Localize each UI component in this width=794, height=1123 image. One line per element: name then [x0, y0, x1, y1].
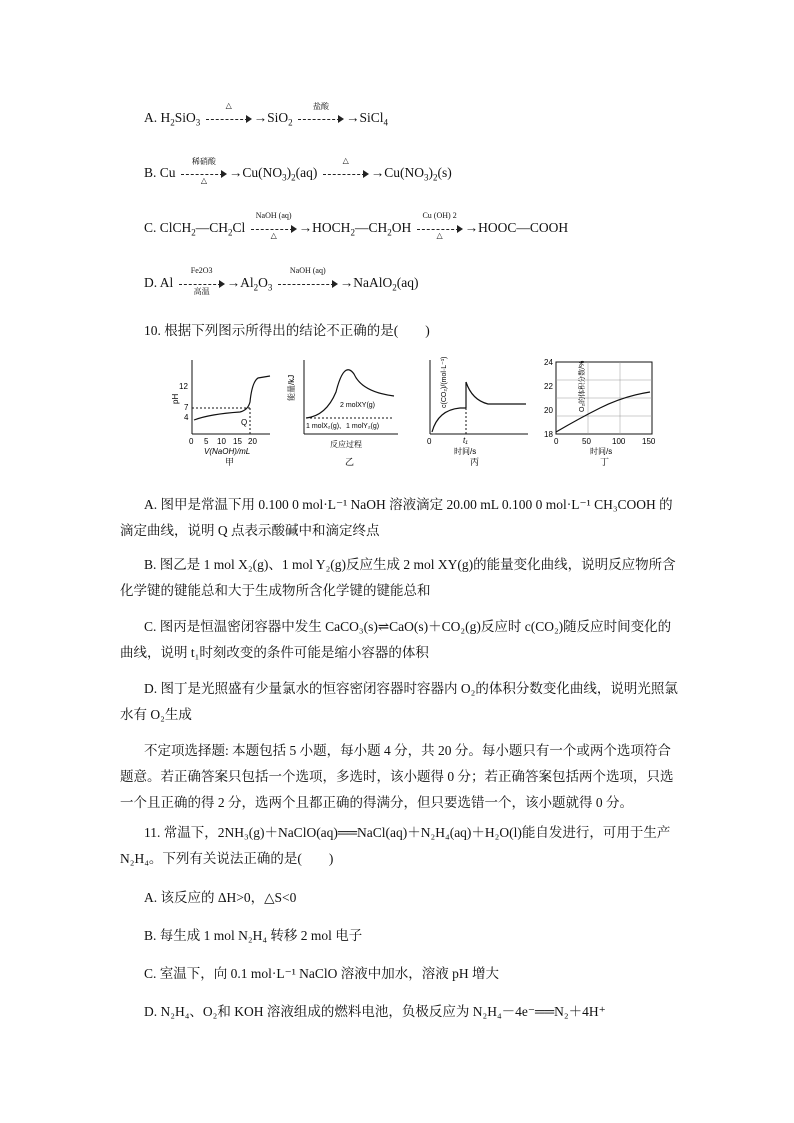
y-tick-label: 18	[544, 430, 553, 439]
x-tick-label: 100	[612, 437, 626, 446]
co2-curve-after	[466, 382, 526, 404]
titration-curve	[194, 376, 270, 420]
x-tick-label: 50	[582, 437, 591, 446]
chart-name: 乙	[345, 457, 355, 467]
y-tick-label: 24	[544, 358, 553, 367]
chart-jia	[171, 360, 270, 467]
y-tick-label: 4	[184, 413, 189, 422]
x-axis-label: 反应过程	[330, 440, 362, 449]
y-tick-label: 7	[184, 403, 189, 412]
question-10-stem: 10. 根据下列图示所得出的结论不正确的是( )	[144, 323, 430, 338]
x-tick-label: 150	[642, 437, 656, 446]
reaction-arrow: △	[206, 112, 252, 126]
co2-curve-before	[432, 408, 466, 432]
chart-ding	[544, 358, 656, 467]
q11-option-d: D. N₂H₄、O₂和 KOH 溶液组成的燃料电池，负极反应为 N₂H₄－4e⁻══N₂＋4H⁺	[144, 1004, 606, 1019]
y-axis-label: 能量/kJ	[287, 374, 296, 401]
x-tick-label: 20	[248, 437, 257, 446]
charts-svg	[170, 352, 670, 468]
y-axis-label: c(CO₂)/(mol·L⁻¹)	[441, 356, 448, 408]
option-b-9: B. Cu 稀硝酸 △ $\to Cu(NO_3)_2(aq)$ △ $\to Cu(NO_3)_2(s)$	[144, 155, 452, 185]
reaction-arrow: NaOH (aq)	[278, 277, 338, 291]
x-tick-label: 0	[189, 437, 194, 446]
chart-bing	[427, 356, 528, 467]
q10-option-c: C. 图丙是恒温密闭容器中发生 CaCO₃(s)⇌CaO(s)＋CO₂(g)反应时 c(CO₂)随反应时间变化的曲线，说明 t₁时刻改变的条件可能是缩小容器的体积	[120, 619, 672, 660]
reaction-arrow: NaOH (aq) △	[251, 222, 297, 236]
reaction-arrow: Fe2O3 高温	[179, 277, 225, 291]
x-axis-label: V(NaOH)/mL	[204, 447, 251, 456]
x-tick-label: 0	[427, 437, 432, 446]
option-c-9: C. $ClCH_2—CH_2Cl$ NaOH (aq) △ $\to HOCH_2—CH_2OH$ Cu (OH) 2 △ →HOOC—COOH	[144, 210, 569, 240]
x-tick-label: 0	[554, 437, 559, 446]
option-a-9: A. $H_2SiO_3$ △ →SiO$_2$ 盐酸 →SiCl$_4$	[144, 100, 389, 128]
q11-option-b: B. 每生成 1 mol N₂H₄ 转移 2 mol 电子	[144, 928, 363, 943]
y-tick-label: 20	[544, 406, 553, 415]
chart-name: 丁	[600, 457, 610, 467]
q10-option-b: B. 图乙是 1 mol X₂(g)、1 mol Y₂(g)反应生成 2 mol XY(g)的能量变化曲线，说明反应物所含化学键的键能总和大于生成物所含化学键的键能总和	[120, 557, 676, 598]
question-11-stem: 11. 常温下，2NH₃(g)＋NaClO(aq)══NaCl(aq)＋N₂H₄(aq)＋H₂O(l)能自发进行，可用于生产 N₂H₄。下列有关说法正确的是( )	[120, 825, 671, 866]
point-q: Q	[241, 418, 248, 427]
section-instructions: 不定项选择题: 本题包括 5 小题，每小题 4 分，共 20 分。每小题只有一个或两个选项符合题意。若正确答案只包括一个选项，多选时，该小题得 0 分；若正确答案包括两个选项，只选一个且正确的得 2 分，选两个且都正确的得满分，但只要选错一个，该小题就得 0 分。	[120, 743, 674, 810]
x-axis-label: 时间/s	[454, 447, 477, 456]
reaction-arrow: Cu (OH) 2 △	[417, 222, 463, 236]
x-axis-label: 时间/s	[590, 447, 613, 456]
q11-option-a: A. 该反应的 ΔH>0，△S<0	[144, 890, 297, 905]
product-label: 2 molXY(g)	[340, 402, 376, 409]
y-axis-label: O₂的体积分数/%	[579, 360, 586, 412]
reaction-arrow: △	[323, 167, 369, 181]
x-tick-label: 10	[217, 437, 226, 446]
chart-yi	[286, 360, 398, 467]
chart-row	[170, 352, 670, 468]
energy-curve	[306, 370, 394, 418]
reactant-label: 1 molX₂(g)、1 molY₂(g)	[306, 423, 380, 430]
chart-name: 甲	[225, 457, 235, 467]
y-tick-label: 22	[544, 382, 553, 391]
reaction-arrow: 盐酸	[298, 112, 344, 126]
q11-option-c: C. 室温下，向 0.1 mol·L⁻¹ NaClO 溶液中加水，溶液 pH 增大	[144, 966, 500, 981]
t1-label: t₁	[463, 436, 468, 445]
x-tick-label: 5	[204, 437, 209, 446]
option-d-9: D. Al Fe2O3 高温 $\to Al_2O_3$ NaOH (aq) →NaAlO$_2$(aq)	[144, 265, 419, 296]
q10-option-d: D. 图丁是光照盛有少量氯水的恒容密闭容器时容器内 O₂的体积分数变化曲线，说明光照氯水有 O₂生成	[120, 681, 678, 722]
x-tick-label: 15	[233, 437, 242, 446]
reaction-arrow: 稀硝酸 △	[181, 167, 227, 181]
q10-option-a: A. 图甲是常温下用 0.100 0 mol·L⁻¹ NaOH 溶液滴定 20.00 mL 0.100 0 mol·L⁻¹ CH₃COOH 的滴定曲线，说明 Q 点表示酸碱中和滴定终点	[120, 497, 673, 538]
chart-name: 丙	[470, 457, 480, 467]
y-axis-label: pH	[171, 393, 180, 404]
y-tick-label: 12	[179, 382, 188, 391]
